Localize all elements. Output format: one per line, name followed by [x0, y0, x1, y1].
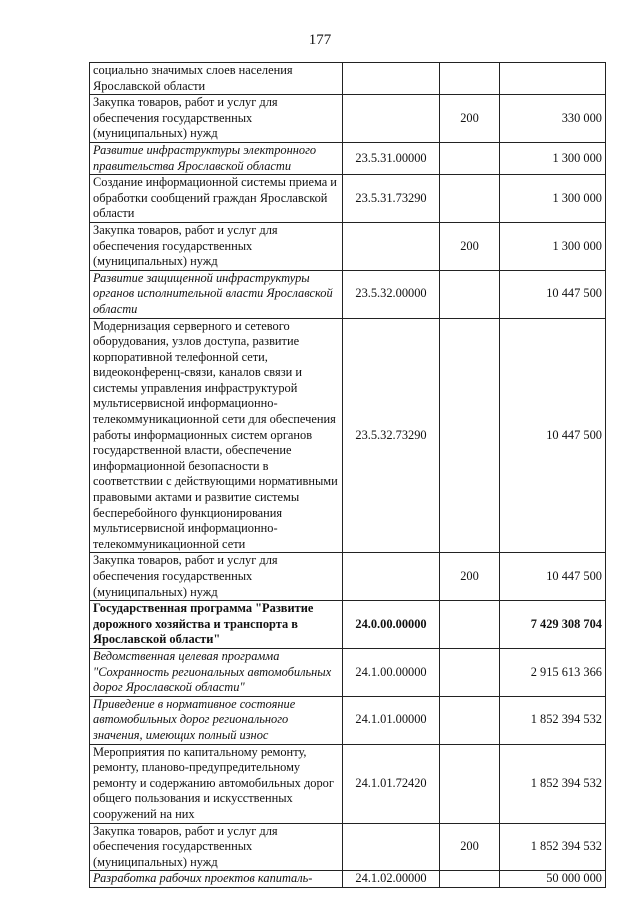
row-amount-cell: 1 852 394 532 — [500, 823, 606, 871]
row-name-cell: социально значимых слоев населения Ярославской области — [90, 63, 343, 95]
table-row — [90, 744, 606, 823]
row-code-cell: 24.1.01.00000 — [343, 696, 440, 744]
row-code-cell: 23.5.31.73290 — [343, 175, 440, 223]
row-name-cell: Закупка товаров, работ и услуг для обеспечения государственных (муниципальных) нужд — [90, 95, 343, 143]
row-name-cell: Закупка товаров, работ и услуг для обеспечения государственных (муниципальных) нужд — [90, 823, 343, 871]
row-amount-cell: 7 429 308 704 — [500, 601, 606, 649]
row-amount-cell: 2 915 613 366 — [500, 648, 606, 696]
row-name-cell: Развитие защищенной инфраструктуры органов исполнительной власти Ярославской области — [90, 270, 343, 318]
row-name-cell: Модернизация серверного и сетевого оборудования, узлов доступа, развитие корпоративной телефонной сети, видеоконференц-связи, каналов связи и системы управления инфраструктурой мультисервисной информационно-телекоммуникационной сети для обеспечения работы информационных систем органов государственной власти, обеспечение информационной безопасности в соответствии с действующими нормативными правовыми актами и развитие системы бесперебойного функционирования мультисервисной информационно-телекоммуникационной сети — [90, 318, 343, 553]
row-expense-type-cell — [440, 142, 500, 174]
row-expense-type-cell: 200 — [440, 222, 500, 270]
row-amount-cell: 50 000 000 — [500, 871, 606, 888]
table-row — [90, 63, 606, 95]
row-code-cell: 23.5.32.00000 — [343, 270, 440, 318]
row-amount-cell: 1 852 394 532 — [500, 744, 606, 823]
table-row — [90, 318, 606, 553]
table-row — [90, 95, 606, 143]
row-expense-type-cell: 200 — [440, 553, 500, 601]
table-row — [90, 142, 606, 174]
row-expense-type-cell — [440, 648, 500, 696]
table-row — [90, 222, 606, 270]
row-amount-cell: 10 447 500 — [500, 553, 606, 601]
row-expense-type-cell — [440, 601, 500, 649]
row-code-cell — [343, 553, 440, 601]
row-code-cell — [343, 222, 440, 270]
row-name-cell: Закупка товаров, работ и услуг для обеспечения государственных (муниципальных) нужд — [90, 222, 343, 270]
row-expense-type-cell: 200 — [440, 95, 500, 143]
row-amount-cell — [500, 63, 606, 95]
row-expense-type-cell — [440, 318, 500, 553]
row-expense-type-cell — [440, 175, 500, 223]
page-number: 177 — [308, 32, 332, 48]
row-expense-type-cell — [440, 270, 500, 318]
row-expense-type-cell — [440, 63, 500, 95]
table-row — [90, 553, 606, 601]
table-row — [90, 175, 606, 223]
row-amount-cell: 330 000 — [500, 95, 606, 143]
row-code-cell — [343, 95, 440, 143]
table-row — [90, 696, 606, 744]
row-name-cell: Ведомственная целевая программа "Сохранность региональных автомобильных дорог Ярославской области" — [90, 648, 343, 696]
row-amount-cell: 10 447 500 — [500, 270, 606, 318]
row-name-cell: Государственная программа "Развитие дорожного хозяйства и транспорта в Ярославской области" — [90, 601, 343, 649]
row-expense-type-cell — [440, 871, 500, 888]
row-amount-cell: 1 300 000 — [500, 142, 606, 174]
table-row — [90, 871, 606, 888]
row-code-cell: 24.0.00.00000 — [343, 601, 440, 649]
row-code-cell — [343, 823, 440, 871]
row-code-cell — [343, 63, 440, 95]
row-name-cell: Приведение в нормативное состояние автомобильных дорог регионального значения, имеющих полный износ — [90, 696, 343, 744]
table-row — [90, 648, 606, 696]
row-amount-cell: 1 300 000 — [500, 175, 606, 223]
row-name-cell: Создание информационной системы приема и обработки сообщений граждан Ярославской области — [90, 175, 343, 223]
table-row — [90, 270, 606, 318]
row-expense-type-cell — [440, 696, 500, 744]
row-code-cell: 24.1.00.00000 — [343, 648, 440, 696]
table-row — [90, 823, 606, 871]
budget-table — [89, 62, 606, 888]
row-name-cell: Мероприятия по капитальному ремонту, ремонту, планово-предупредительному ремонту и содержанию автомобильных дорог общего пользования и искусственных сооружений на них — [90, 744, 343, 823]
row-code-cell: 23.5.31.00000 — [343, 142, 440, 174]
row-expense-type-cell — [440, 744, 500, 823]
row-amount-cell: 10 447 500 — [500, 318, 606, 553]
row-amount-cell: 1 852 394 532 — [500, 696, 606, 744]
row-code-cell: 24.1.02.00000 — [343, 871, 440, 888]
row-expense-type-cell: 200 — [440, 823, 500, 871]
table-row — [90, 601, 606, 649]
row-code-cell: 23.5.32.73290 — [343, 318, 440, 553]
row-amount-cell: 1 300 000 — [500, 222, 606, 270]
row-code-cell: 24.1.01.72420 — [343, 744, 440, 823]
row-name-cell: Разработка рабочих проектов капиталь- — [90, 871, 343, 888]
row-name-cell: Развитие инфраструктуры электронного правительства Ярославской области — [90, 142, 343, 174]
row-name-cell: Закупка товаров, работ и услуг для обеспечения государственных (муниципальных) нужд — [90, 553, 343, 601]
